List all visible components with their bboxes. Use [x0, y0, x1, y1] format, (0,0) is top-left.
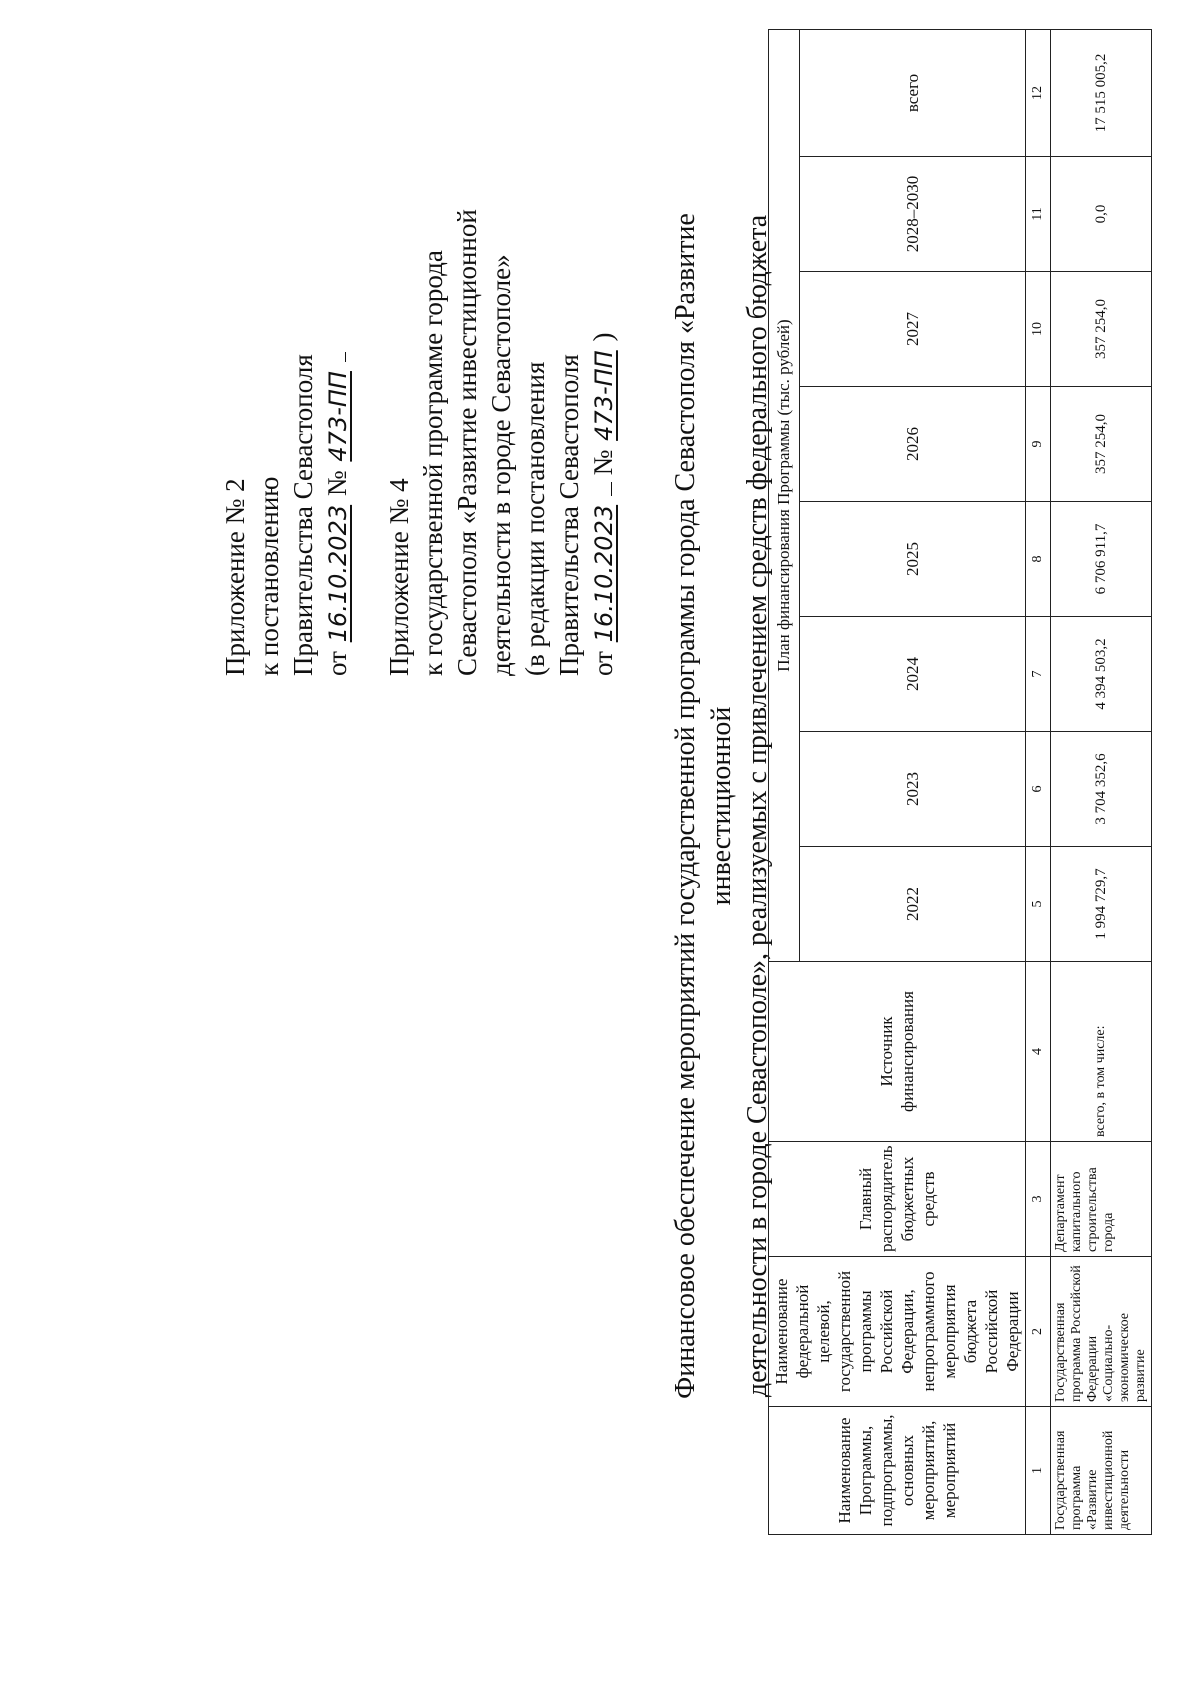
value-cell-2025: 6 706 911,7 [1051, 502, 1152, 617]
value-cell-2026: 357 254,0 [1051, 387, 1152, 502]
handwritten-date: 16.10.2023 [324, 504, 352, 643]
column-number: 1 [1026, 1407, 1051, 1535]
funding-source-cell: всего, в том числе: [1051, 962, 1152, 1142]
budget-manager-cell: Департамент капитального строительства города [1051, 1142, 1152, 1257]
from-prefix: от [322, 651, 352, 676]
value-cell-total: 17 515 005,2 [1051, 30, 1152, 157]
program-name-cell: Государственная программа «Развитие инвестиционной деятельности [1051, 1407, 1152, 1535]
handwritten-number: 473-ПП [324, 371, 352, 462]
header-total: всего [799, 30, 1025, 157]
header-year: 2028–2030 [799, 157, 1025, 272]
column-number: 6 [1026, 732, 1051, 847]
from-prefix: от [588, 651, 618, 676]
number-sign: № [322, 470, 352, 497]
header-program-name: Наименование Программы, подпрограммы, основных мероприятий, мероприятий [769, 1407, 1026, 1535]
column-number: 5 [1026, 847, 1051, 962]
column-number: 3 [1026, 1142, 1051, 1257]
value-cell-2022: 1 994 729,7 [1051, 847, 1152, 962]
column-number: 4 [1026, 962, 1051, 1142]
closing-paren: ) [588, 332, 618, 342]
value-cell-2023: 3 704 352,6 [1051, 732, 1152, 847]
header-year: 2023 [799, 732, 1025, 847]
document-title-line: Финансовое обеспечение мероприятий государственной программы города Севастополя «Развитие инвестиционной [670, 213, 737, 1399]
column-number: 2 [1026, 1257, 1051, 1407]
value-cell-2028-2030: 0,0 [1051, 157, 1152, 272]
underline-blank [321, 352, 346, 362]
header-year: 2024 [799, 617, 1025, 732]
appendix-2-header [218, 76, 355, 676]
header-year: 2025 [799, 502, 1025, 617]
header-budget-manager: Главный распорядитель бюджетных средств [769, 1142, 1026, 1257]
financing-table [768, 29, 1152, 1535]
header-funding-source: Источник финансирования [769, 962, 1026, 1142]
header-year: 2026 [799, 387, 1025, 502]
appendix-4-date-line [586, 76, 621, 676]
appendix-4-header [382, 76, 621, 676]
column-number: 12 [1026, 30, 1051, 157]
underline-blank [587, 482, 612, 496]
column-number: 11 [1026, 157, 1051, 272]
column-number: 8 [1026, 502, 1051, 617]
appendix-4-line: (в редакции постановления [520, 361, 550, 676]
value-cell-2027: 357 254,0 [1051, 272, 1152, 387]
handwritten-date: 16.10.2023 [590, 504, 618, 643]
appendix-4-line: деятельности в городе Севастополе» [486, 254, 516, 676]
header-financing-plan: План финансирования Программы (тыс. рублей) [769, 30, 800, 962]
handwritten-number: 473-ПП [590, 350, 618, 441]
header-year: 2027 [799, 272, 1025, 387]
header-year: 2022 [799, 847, 1025, 962]
appendix-2-line: Правительства Севастополя [288, 354, 318, 676]
number-sign: № [588, 449, 618, 476]
column-number: 10 [1026, 272, 1051, 387]
column-number: 9 [1026, 387, 1051, 502]
appendix-4-line: к государственной программе города [418, 250, 448, 676]
header-federal-program: Наименование федеральной целевой, государственной программы Российской Федерации, непрограммного мероприятия бюджета Российской Федерации [769, 1257, 1026, 1407]
appendix-4-line: Севастополя «Развитие инвестиционной [452, 209, 482, 676]
appendix-2-line: к постановлению [254, 476, 284, 676]
appendix-2-date-line [320, 76, 355, 676]
appendix-4-title: Приложение № 4 [384, 478, 414, 676]
appendix-4-line: Правительства Севастополя [554, 354, 584, 676]
document-title [668, 116, 776, 1496]
table-row [1051, 30, 1152, 1535]
document-title-line: деятельности в городе Севастополе», реализуемых с привлечением средств федерального бюджета [742, 214, 773, 1398]
value-cell-2024: 4 394 503,2 [1051, 617, 1152, 732]
appendix-2-title: Приложение № 2 [220, 478, 250, 676]
column-numbers-row [1026, 30, 1051, 1535]
federal-program-cell: Государственная программа Российской Федерации «Социально-экономическое развитие [1051, 1257, 1152, 1407]
column-number: 7 [1026, 617, 1051, 732]
